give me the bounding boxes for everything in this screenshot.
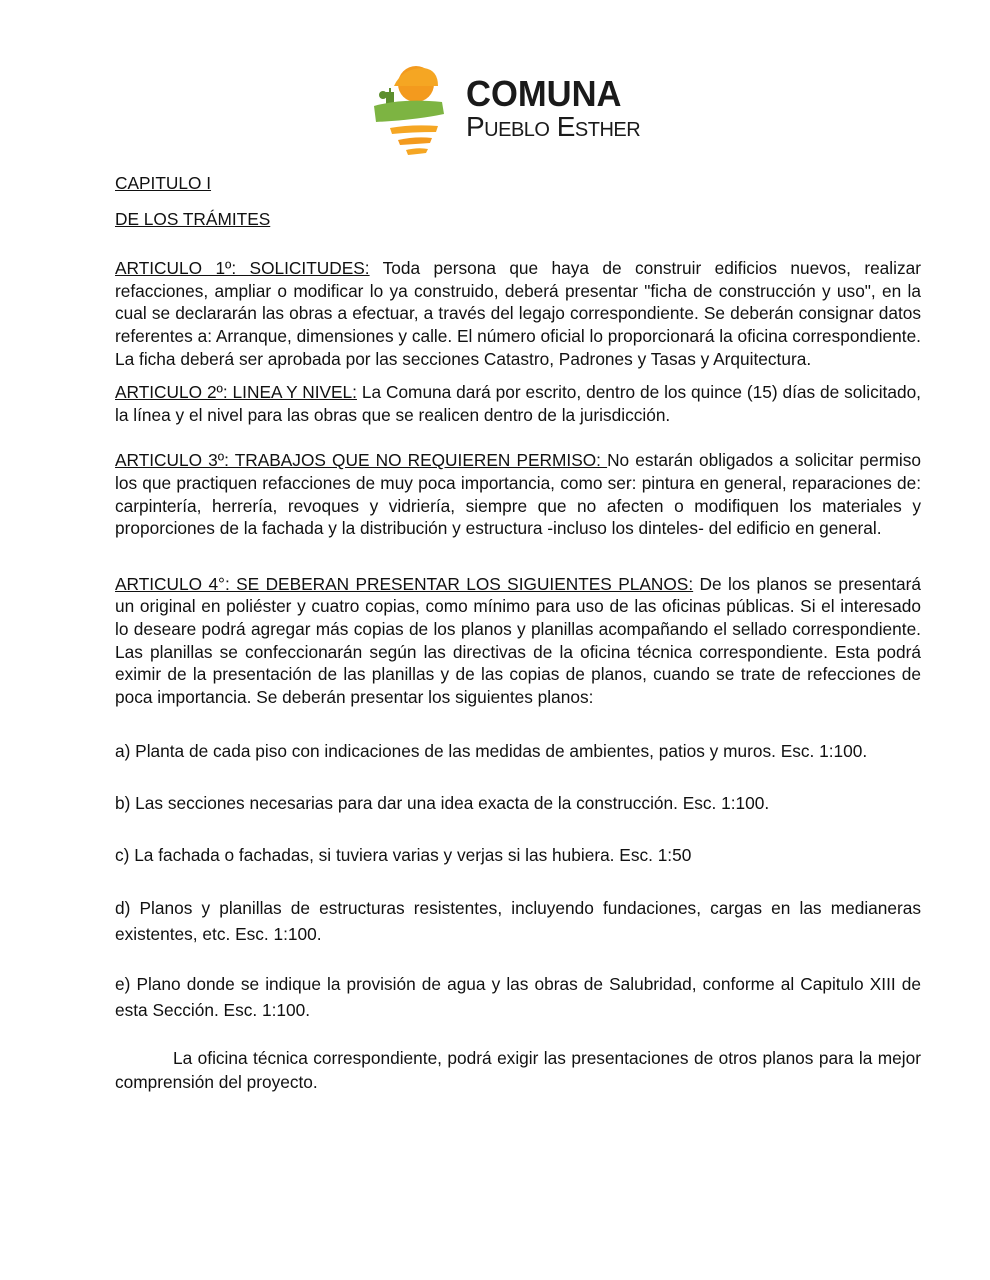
article-body: De los planos se presentará un original en poliéster y cuatro copias, como mínimo para uso de las oficinas públicas. Si el interesado lo deseare podrá agregar más copias de los planos y planillas acompañando el sellado correspondiente. Las planillas se confeccionarán según las directivas de la oficina técnica correspondiente. Esta podrá eximir de la presentación de las planillas y de las copias de planos, cuando se trate de refecciones de poca importancia. Se deberán presentar los siguientes planos: bbox=[115, 573, 921, 707]
logo-subtitle: Pueblo Esther bbox=[466, 111, 641, 142]
article-heading: ARTICULO 1º: SOLICITUDES: bbox=[115, 258, 370, 279]
plan-item-c: c) La fachada o fachadas, si tuviera varias y verjas si las hubiera. Esc. 1:50 bbox=[115, 845, 692, 866]
plan-item-d: d) Planos y planillas de estructuras resistentes, incluyendo fundaciones, cargas en las medianeras existentes, etc. Esc. 1:100. bbox=[115, 898, 921, 945]
article-heading: ARTICULO 3º: TRABAJOS QUE NO REQUIEREN PERMISO: bbox=[115, 450, 608, 471]
article-1 bbox=[115, 257, 921, 370]
sun-landscape-emblem-icon bbox=[372, 62, 452, 158]
plan-item-a: a) Planta de cada piso con indicaciones de las medidas de ambientes, patios y muros. Esc. 1:100. bbox=[115, 741, 868, 762]
article-4 bbox=[115, 573, 921, 709]
chapter-title: CAPITULO I bbox=[115, 173, 212, 193]
article-heading: ARTICULO 2º: LINEA Y NIVEL: bbox=[115, 382, 357, 403]
article-3 bbox=[115, 449, 921, 539]
article-2 bbox=[115, 381, 921, 426]
article-body: La Comuna dará por escrito, dentro de los quince (15) días de solicitado, la línea y el nivel para las obras que se realicen dentro de la jurisdicción. bbox=[115, 382, 921, 425]
plan-item-e: e) Plano donde se indique la provisión de agua y las obras de Salubridad, conforme al Capitulo XIII de esta Sección. Esc. 1:100. bbox=[115, 974, 921, 1021]
plan-item-b: b) Las secciones necesarias para dar una idea exacta de la construcción. Esc. 1:100. bbox=[115, 793, 770, 814]
article-heading: ARTICULO 4°: SE DEBERAN PRESENTAR LOS SIGUIENTES PLANOS: bbox=[115, 573, 694, 594]
closing-paragraph: La oficina técnica correspondiente, podrá exigir las presentaciones de otros planos para la mejor comprensión del proyecto. bbox=[115, 1048, 921, 1093]
logo-title: COMUNA bbox=[466, 73, 622, 114]
article-body: Toda persona que haya de construir edificios nuevos, realizar refacciones, ampliar o modificar lo ya construido, deberá presentar "ficha de construcción y uso", en la cual se declararán las obras a efectuar, a través del legajo correspondiente. Se deberán consignar datos referentes a: Arranque, dimensiones y calle. El número oficial lo proporcionará la oficina correspondiente. La ficha deberá ser aprobada por las secciones Catastro, Padrones y Tasas y Arquitectura. bbox=[115, 258, 921, 369]
document-body bbox=[115, 172, 921, 1094]
article-body: No estarán obligados a solicitar permiso los que practiquen refacciones de muy poca importancia, como ser: pintura en general, reparaciones de: carpintería, herrería, revoques y vidriería, siempre que no afecten o modifiquen los materiales y proporciones de la fachada y la distribución y estructura -incluso los dinteles- del edificio en general. bbox=[115, 450, 921, 539]
comuna-logo bbox=[372, 62, 672, 158]
chapter-subtitle: DE LOS TRÁMITES bbox=[115, 208, 271, 229]
